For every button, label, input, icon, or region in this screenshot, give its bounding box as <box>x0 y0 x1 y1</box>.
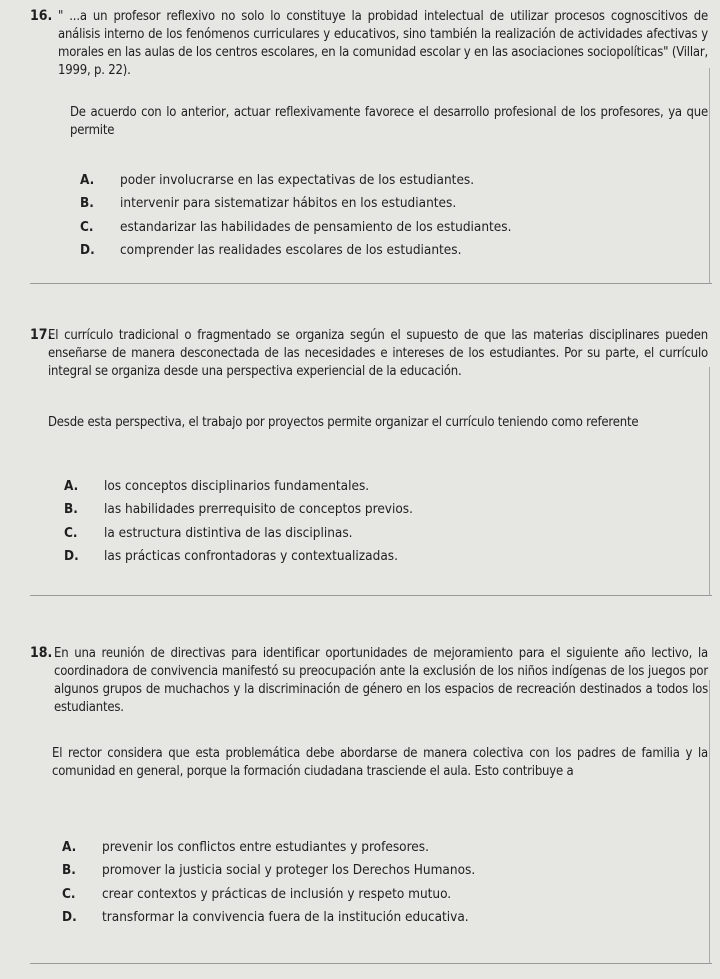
question-prompt: El rector considera que esta problemática debe abordarse de manera colectiva con los padres de familia y la comunidad en general, porque la formación ciudadana trasciende el aula. Esto contribuye a <box>52 746 708 779</box>
option-text: poder involucrarse en las expectativas de los estudiantes. <box>120 171 475 188</box>
option-text: crear contextos y prácticas de inclusión y respeto mutuo. <box>102 885 452 902</box>
option-c[interactable] <box>80 215 700 239</box>
option-text: la estructura distintiva de las disciplinas. <box>104 524 353 541</box>
divider <box>30 595 712 596</box>
option-d[interactable] <box>80 239 700 263</box>
option-c[interactable] <box>62 882 700 906</box>
question-18 <box>0 645 720 975</box>
option-b[interactable] <box>62 859 700 883</box>
option-text: las prácticas confrontadoras y contextualizadas. <box>104 548 398 565</box>
option-letter: A. <box>80 171 95 188</box>
option-letter: C. <box>80 218 94 235</box>
option-text: transformar la convivencia fuera de la institución educativa. <box>102 909 469 926</box>
option-text: promover la justicia social y proteger los Derechos Humanos. <box>102 862 476 879</box>
option-letter: D. <box>64 548 79 565</box>
option-text: intervenir para sistematizar hábitos en los estudiantes. <box>120 195 457 212</box>
question-prompt: De acuerdo con lo anterior, actuar reflexivamente favorece el desarrollo profesional de los profesores, ya que permite <box>70 105 708 138</box>
question-prompt: Desde esta perspectiva, el trabajo por proyectos permite organizar el currículo teniendo como referente <box>48 415 639 430</box>
option-text: estandarizar las habilidades de pensamiento de los estudiantes. <box>120 218 512 235</box>
option-letter: D. <box>62 909 77 926</box>
options <box>64 474 700 568</box>
option-d[interactable] <box>62 906 700 930</box>
option-letter: C. <box>62 885 76 902</box>
option-letter: C. <box>64 524 78 541</box>
option-b[interactable] <box>80 192 700 216</box>
option-letter: A. <box>64 477 79 494</box>
question-16 <box>0 8 720 288</box>
option-letter: B. <box>80 195 94 212</box>
option-b[interactable] <box>64 498 700 522</box>
margin-line <box>709 680 710 963</box>
question-number: 17. <box>30 327 53 343</box>
question-17 <box>0 327 720 607</box>
option-letter: B. <box>64 501 78 518</box>
option-a[interactable] <box>62 835 700 859</box>
option-a[interactable] <box>64 474 700 498</box>
question-stem: " ...a un profesor reflexivo no solo lo constituye la probidad intelectual de utilizar procesos cognoscitivos de análisis interno de los fenómenos curriculares y educativos, sino también la realización de actividades afectivas y morales en las aulas de los centros escolares, en la comunidad escolar y en las asociaciones sociopolíticas" (Villar, 1999, p. 22). <box>58 9 708 78</box>
option-text: comprender las realidades escolares de los estudiantes. <box>120 242 462 259</box>
option-letter: D. <box>80 242 95 259</box>
question-stem: En una reunión de directivas para identificar oportunidades de mejoramiento para el siguiente año lectivo, la coordinadora de convivencia manifestó su preocupación ante la exclusión de los niños indígenas de los juegos por algunos grupos de muchachos y la discriminación de género en los espacios de recreación destinados a todos los estudiantes. <box>54 646 708 715</box>
option-letter: B. <box>62 862 76 879</box>
option-d[interactable] <box>64 545 700 569</box>
option-a[interactable] <box>80 168 700 192</box>
options <box>62 835 700 929</box>
divider <box>30 963 712 964</box>
question-number: 16. <box>30 8 53 24</box>
divider <box>30 283 712 284</box>
option-text: las habilidades prerrequisito de conceptos previos. <box>104 501 413 518</box>
options <box>80 168 700 262</box>
option-text: los conceptos disciplinarios fundamentales. <box>104 477 370 494</box>
question-number: 18. <box>30 645 53 661</box>
option-c[interactable] <box>64 521 700 545</box>
margin-line <box>709 367 710 595</box>
margin-line <box>709 68 710 283</box>
option-letter: A. <box>62 838 77 855</box>
question-stem: El currículo tradicional o fragmentado se organiza según el supuesto de que las materias disciplinares pueden enseñarse de manera desconectada de las necesidades e intereses de los estudiantes. Por su parte, el currículo integral se organiza desde una perspectiva experiencial de la educación. <box>48 328 708 379</box>
option-text: prevenir los conflictos entre estudiantes y profesores. <box>102 838 429 855</box>
